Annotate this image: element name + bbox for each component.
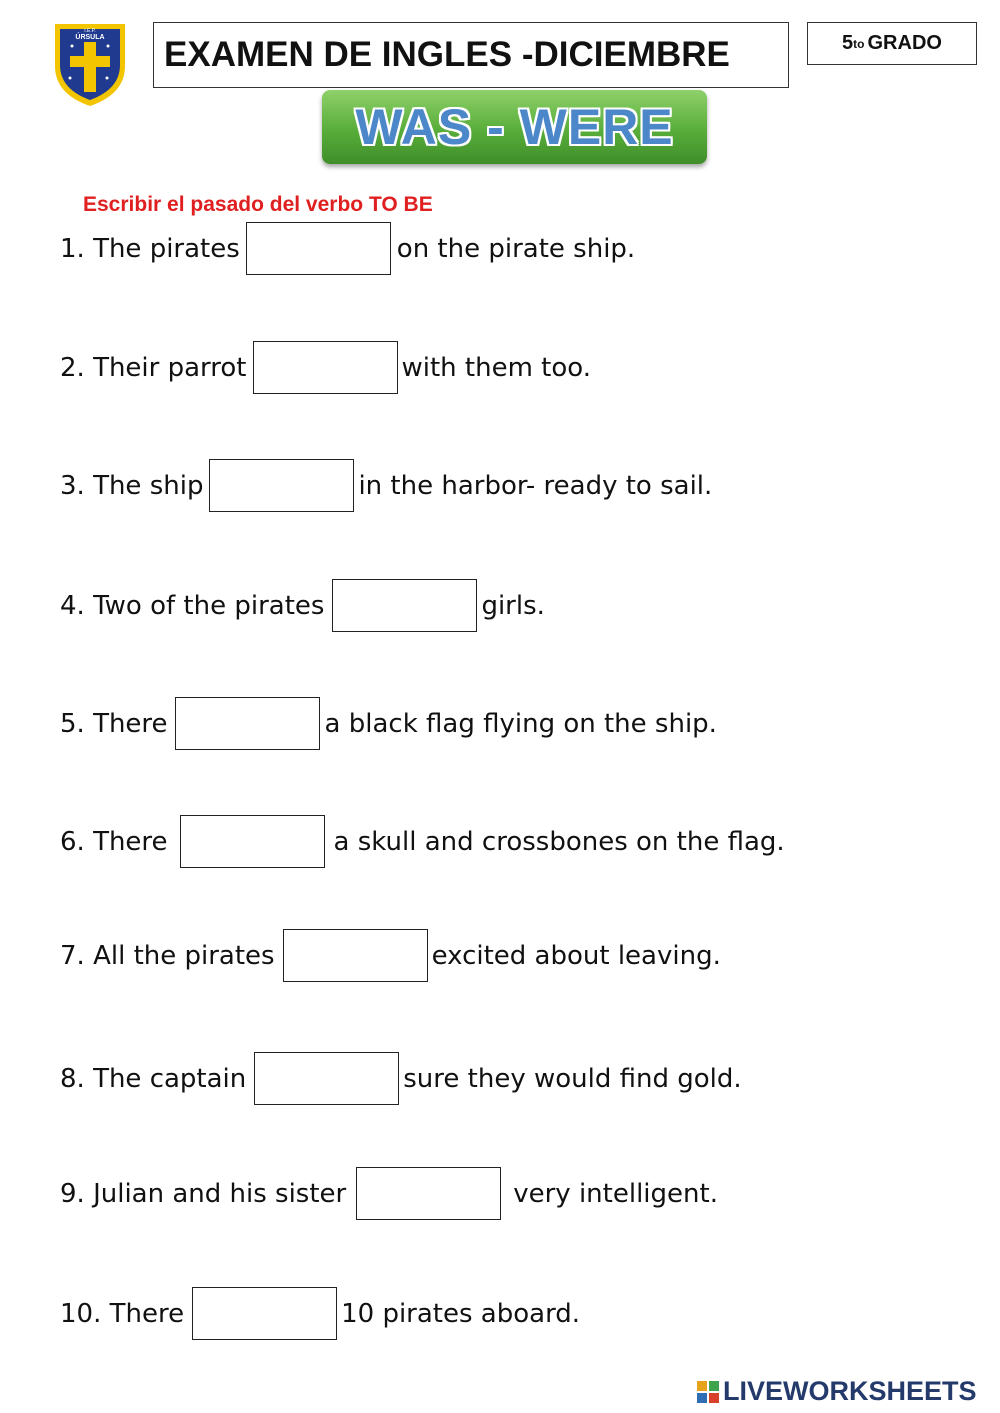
answer-input-2[interactable]	[253, 341, 398, 394]
question-3	[60, 459, 712, 512]
question-5-before: 5. There	[60, 708, 168, 739]
school-crest-logo	[50, 18, 130, 108]
answer-input-4[interactable]	[332, 579, 477, 632]
question-9-before: 9. Julian and his sister	[60, 1178, 347, 1209]
question-6	[60, 815, 785, 868]
question-9	[60, 1167, 718, 1220]
grade-box	[807, 22, 977, 65]
question-7-after: excited about leaving.	[431, 940, 721, 971]
answer-input-1[interactable]	[246, 222, 391, 275]
question-1-before: 1. The pirates	[60, 233, 240, 264]
question-2	[60, 341, 591, 394]
instruction-text: Escribir el pasado del verbo TO BE	[83, 193, 433, 216]
question-7-before: 7. All the pirates	[60, 940, 275, 971]
question-1	[60, 222, 635, 275]
question-7	[60, 929, 721, 982]
grade-number: 5	[842, 32, 854, 54]
question-10-after: 10 pirates aboard.	[341, 1298, 581, 1329]
answer-input-10[interactable]	[192, 1287, 337, 1340]
question-4-before: 4. Two of the pirates	[60, 590, 325, 621]
answer-input-7[interactable]	[283, 929, 428, 982]
question-9-after: very intelligent.	[513, 1178, 718, 1209]
question-4	[60, 579, 545, 632]
answer-input-5[interactable]	[175, 697, 320, 750]
question-10-before: 10. There	[60, 1298, 185, 1329]
liveworksheets-logo	[697, 1376, 977, 1407]
question-5	[60, 697, 717, 750]
question-5-after: a black flag flying on the ship.	[324, 708, 717, 739]
topic-banner	[322, 90, 707, 164]
crest-name-text: ÚRSULA	[75, 34, 105, 41]
liveworksheets-icon	[697, 1381, 719, 1403]
liveworksheets-brand: LIVEWORKSHEETS	[723, 1376, 977, 1406]
exam-title-box	[153, 22, 789, 88]
grade-suffix: to	[853, 36, 865, 51]
question-3-after: in the harbor- ready to sail.	[358, 470, 713, 501]
question-3-before: 3. The ship	[60, 470, 204, 501]
question-8-before: 8. The captain	[60, 1063, 247, 1094]
grade-word: GRADO	[867, 32, 942, 54]
question-2-before: 2. Their parrot	[60, 352, 247, 383]
answer-input-3[interactable]	[209, 459, 354, 512]
question-8	[60, 1052, 742, 1105]
topic-banner-text: WAS - WERE	[355, 99, 674, 155]
question-8-after: sure they would find gold.	[403, 1063, 742, 1094]
question-1-after: on the pirate ship.	[396, 233, 636, 264]
question-2-after: with them too.	[401, 352, 592, 383]
question-4-after: girls.	[481, 590, 545, 621]
question-6-before: 6. There	[60, 826, 168, 857]
crest-top-text: I.E.P.	[84, 28, 96, 34]
answer-input-6[interactable]	[180, 815, 325, 868]
answer-input-8[interactable]	[254, 1052, 399, 1105]
answer-input-9[interactable]	[356, 1167, 501, 1220]
question-6-after: a skull and crossbones on the flag.	[333, 826, 785, 857]
exam-title: EXAMEN DE INGLES -DICIEMBRE	[164, 35, 730, 74]
question-10	[60, 1287, 580, 1340]
